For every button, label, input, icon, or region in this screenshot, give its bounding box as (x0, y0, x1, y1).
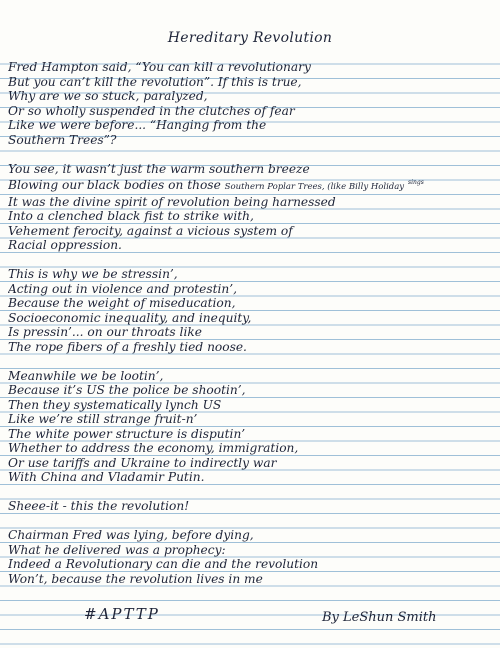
poem-line: Vehement ferocity, against a vicious system of (8, 223, 293, 238)
poem-line: Won’t, because the revolution lives in me (8, 571, 263, 586)
poem-line: Then they systematically lynch US (8, 397, 222, 412)
poem-line: What he delivered was a prophecy: (8, 542, 226, 557)
author-signature: By LeShun Smith (322, 610, 437, 625)
margin-note: Southern Poplar Trees, (like Billy Holiday (224, 182, 405, 193)
stanza-gap (8, 253, 492, 268)
poem-line: Socioeconomic inequality, and inequity, (8, 310, 252, 325)
poem-line: Fred Hampton said, “You can kill a revolutionary (8, 60, 311, 74)
poem-line-with-note (8, 176, 492, 195)
stanza-2 (8, 162, 492, 253)
stanza-gap (8, 514, 492, 529)
poem-line: Into a clenched black fist to strike with, (8, 209, 254, 224)
stanza-5 (8, 499, 492, 514)
poem-line: Southern Trees”? (8, 132, 117, 147)
poem-body (8, 60, 492, 586)
poem-line: The rope fibers of a freshly tied noose. (8, 339, 247, 354)
poem-line: Like we were before... “Hanging from the (8, 118, 267, 132)
poem-line: The white power structure is disputin’ (8, 426, 246, 441)
poem-line: You see, it wasn’t just the warm southern breeze (8, 161, 310, 176)
stanza-1 (8, 60, 492, 147)
poem-line-text: Blowing our black bodies on those (8, 178, 221, 193)
poem-title: Hereditary Revolution (167, 30, 333, 46)
stanza-gap (8, 147, 492, 162)
stanza-3 (8, 267, 492, 354)
poem-line: Sheee-it - this the revolution! (8, 499, 190, 514)
poem-line: Chairman Fred was lying, before dying, (8, 528, 254, 543)
stanza-6 (8, 528, 492, 586)
poem-line: Why are we so stuck, paralyzed, (8, 89, 208, 103)
poem-line: Meanwhile we be lootin’, (8, 368, 164, 383)
poem-line: Whether to address the economy, immigration, (8, 441, 299, 456)
poem-line: Like we’re still strange fruit-n’ (8, 412, 198, 427)
poem-line: With China and Vladamir Putin. (8, 470, 205, 485)
margin-note-mark: sings (407, 179, 424, 186)
poem-line: But you can’t kill the revolution”. If this is true, (8, 74, 302, 89)
stanza-4 (8, 369, 492, 485)
hashtag: #APTTP (84, 605, 160, 623)
poem-line: Or so wholly suspended in the clutches of fear (8, 103, 295, 118)
poem-line: Or use tariffs and Ukraine to indirectly war (8, 455, 277, 470)
poem-line: Indeed a Revolutionary can die and the revolution (8, 557, 319, 572)
poem-line: This is why we be stressin’, (8, 267, 178, 282)
stanza-gap (8, 485, 492, 500)
poem-line: Racial oppression. (8, 238, 122, 253)
stanza-gap (8, 354, 492, 369)
poem-line: Is pressin’... on our throats like (8, 325, 202, 340)
poem-line: Acting out in violence and protestin’, (8, 281, 238, 296)
poem-line: Because the weight of miseducation, (8, 296, 236, 311)
poem-line: Because it’s US the police be shootin’, (8, 383, 246, 398)
poem-line: It was the divine spirit of revolution being harnessed (8, 194, 336, 209)
